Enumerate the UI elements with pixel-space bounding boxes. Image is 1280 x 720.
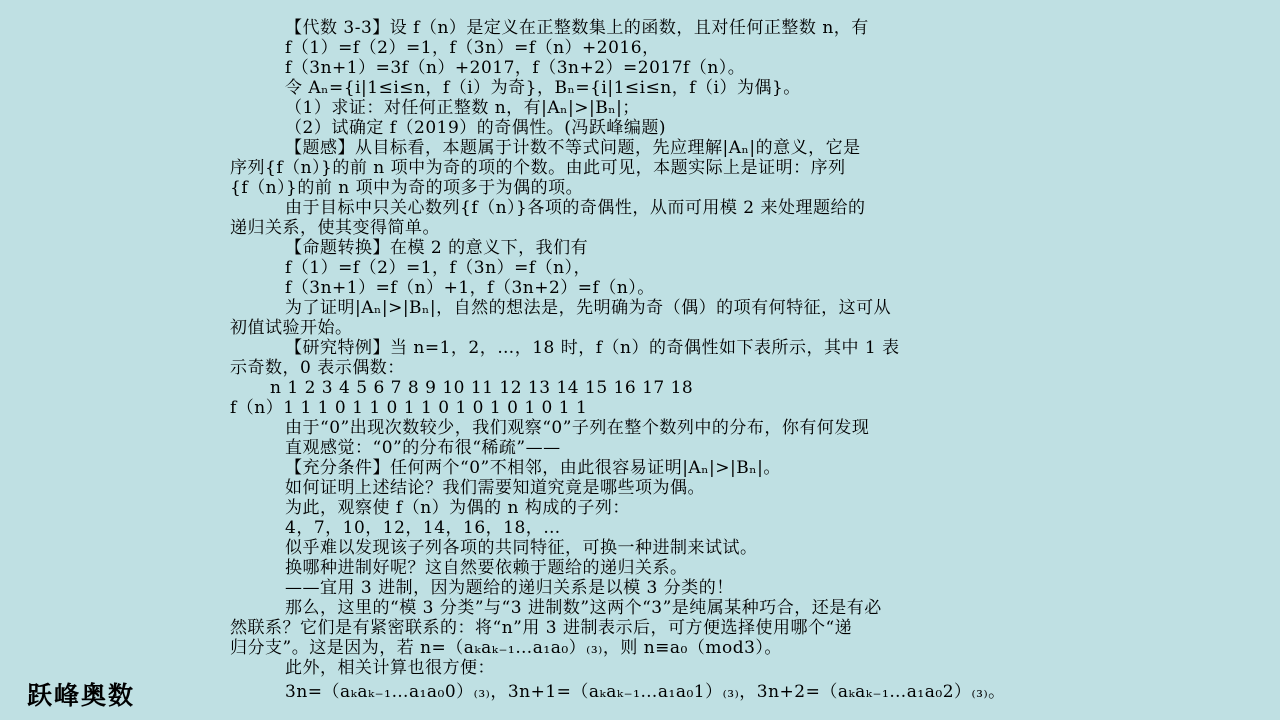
- text-line: 【充分条件】任何两个“0”不相邻，由此很容易证明|Aₙ|>|Bₙ|。: [285, 458, 781, 478]
- text-line: 直观感觉：“0”的分布很“稀疏”——: [285, 438, 561, 458]
- text-line: 如何证明上述结论？我们需要知道究竟是哪些项为偶。: [285, 478, 705, 498]
- text-line: 【题感】从目标看，本题属于计数不等式问题，先应理解|Aₙ|的意义，它是: [285, 138, 861, 158]
- text-line: （2）试确定 f（2019）的奇偶性。(冯跃峰编题): [285, 118, 667, 138]
- text-line: 序列{f（n）}的前 n 项中为奇的项的个数。由此可见，本题实际上是证明：序列: [230, 158, 846, 178]
- text-line: 【研究特例】当 n=1，2，…，18 时，f（n）的奇偶性如下表所示，其中 1 表: [285, 338, 900, 358]
- text-line: 由于目标中只关心数列{f（n）}各项的奇偶性，从而可用模 2 来处理题给的: [285, 198, 866, 218]
- text-line: 然联系？它们是有紧密联系的：将“n”用 3 进制表示后，可方便选择使用哪个“递: [230, 618, 853, 638]
- table-row-fn: f（n）1 1 1 0 1 1 0 1 1 0 1 0 1 0 1 0 1 1: [230, 398, 588, 418]
- text-line: 令 Aₙ={i|1≤i≤n，f（i）为奇}，Bₙ={i|1≤i≤n，f（i）为偶}。: [285, 78, 801, 98]
- text-line: f（3n+1）=f（n）+1，f（3n+2）=f（n）。: [285, 278, 655, 298]
- text-line: {f（n）}的前 n 项中为奇的项多于为偶的项。: [230, 178, 584, 198]
- text-line: 为此，观察使 f（n）为偶的 n 构成的子列：: [285, 498, 630, 518]
- text-line: 【代数 3-3】设 f（n）是定义在正整数集上的函数，且对任何正整数 n，有: [285, 18, 869, 38]
- brand-logo-text: 跃峰奥数: [27, 681, 136, 710]
- text-line: 换哪种进制好呢？这自然要依赖于题给的递归关系。: [285, 558, 688, 578]
- text-line: ——宜用 3 进制，因为题给的递归关系是以模 3 分类的！: [285, 578, 734, 598]
- text-line: 为了证明|Aₙ|>|Bₙ|，自然的想法是，先明确为奇（偶）的项有何特征，这可从: [285, 298, 892, 318]
- text-line: 递归关系，使其变得简单。: [230, 218, 440, 238]
- text-line: （1）求证：对任何正整数 n，有|Aₙ|>|Bₙ|；: [285, 98, 640, 118]
- text-line: f（3n+1）=3f（n）+2017，f（3n+2）=2017f（n）。: [285, 58, 746, 78]
- text-line: 3n=（aₖaₖ₋₁…a₁a₀0）₍₃₎，3n+1=（aₖaₖ₋₁…a₁a₀1）₍₃₎，3n+2=（aₖaₖ₋₁…a₁a₀2）₍₃₎。: [285, 682, 1006, 702]
- text-line: 似乎难以发现该子列各项的共同特征，可换一种进制来试试。: [285, 538, 758, 558]
- text-line: 由于“0”出现次数较少，我们观察“0”子列在整个数列中的分布，你有何发现: [285, 418, 870, 438]
- text-line: 【命题转换】在模 2 的意义下，我们有: [285, 238, 589, 258]
- text-line: 此外，相关计算也很方便：: [285, 658, 495, 678]
- text-line: f（1）=f（2）=1，f（3n）=f（n），: [285, 258, 592, 278]
- text-line: 归分支”。这是因为，若 n=（aₖaₖ₋₁…a₁a₀）₍₃₎，则 n≡a₀（mod3）。: [230, 638, 782, 658]
- text-line: 示奇数，0 表示偶数：: [230, 358, 405, 378]
- text-line: 4，7，10，12，14，16，18，…: [285, 518, 561, 538]
- text-line: 初值试验开始。: [230, 318, 353, 338]
- text-line: 那么，这里的“模 3 分类”与“3 进制数”这两个“3”是纯属某种巧合，还是有必: [285, 598, 882, 618]
- text-line: f（1）=f（2）=1，f（3n）=f（n）+2016，: [285, 38, 660, 58]
- table-row-n: n 1 2 3 4 5 6 7 8 9 10 11 12 13 14 15 16 17 18: [270, 378, 694, 398]
